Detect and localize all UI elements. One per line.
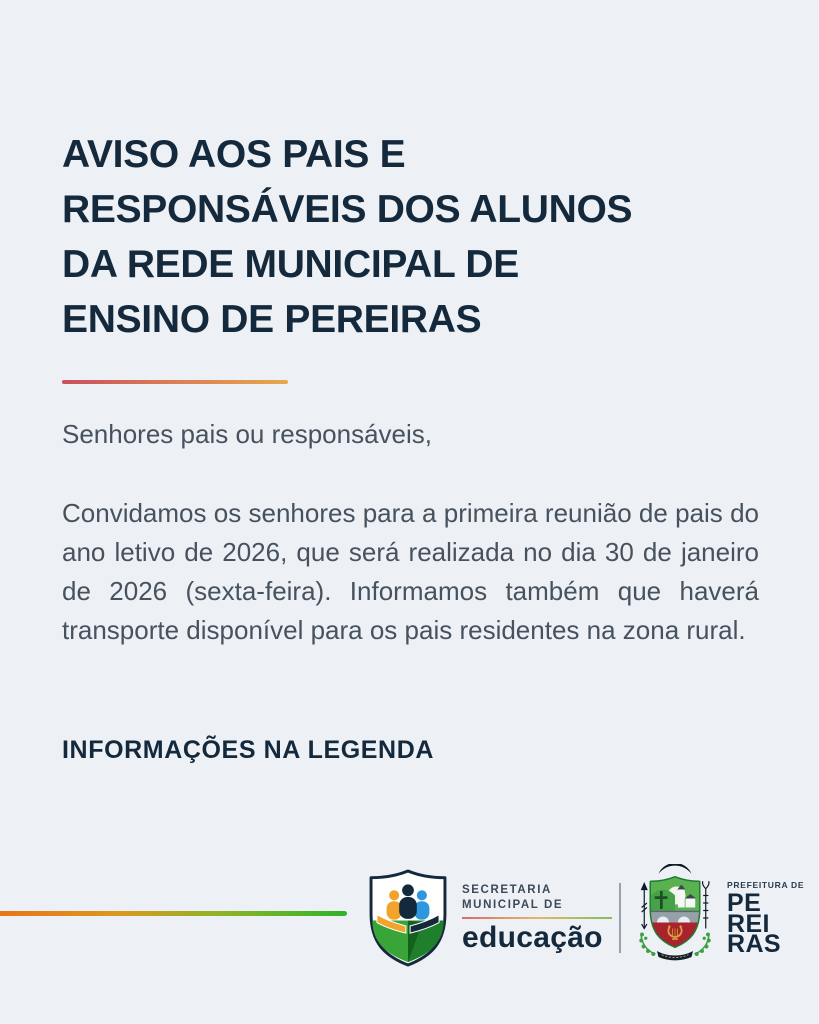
footer-divider	[619, 883, 621, 953]
body-paragraph: Convidamos os senhores para a primeira reunião de pais do ano letivo de 2026, que será realizada no dia 30 de janeiro de 2026 (sexta-feira). Informamos também que haverá transporte disponível para os pais residentes na zona rural.	[62, 498, 759, 645]
title-underline	[62, 380, 288, 384]
education-wordmark: educação	[462, 920, 603, 954]
prefeitura-name-line: RAS	[727, 930, 781, 958]
cta-text: INFORMAÇÕES NA LEGENDA	[62, 736, 435, 764]
title-line: DA REDE MUNICIPAL DE	[62, 243, 519, 286]
prefeitura-logo	[630, 864, 804, 969]
page-title	[62, 127, 752, 347]
title-line: ENSINO DE PEREIRAS	[62, 298, 482, 341]
title-line: AVISO AOS PAIS E	[62, 133, 406, 176]
education-logo	[366, 868, 612, 968]
education-gradient-rule	[462, 917, 612, 919]
prefeitura-name-line: REI	[727, 909, 770, 938]
education-shield-icon	[366, 868, 450, 968]
prefeitura-label: PREFEITURA DE	[727, 880, 805, 890]
title-line: RESPONSÁVEIS DOS ALUNOS	[62, 188, 633, 231]
prefeitura-logo-text	[727, 864, 804, 969]
footer-gradient-rule	[0, 911, 347, 916]
prefeitura-name-line: PE	[727, 889, 762, 917]
education-dept-line1: SECRETARIA	[462, 883, 552, 896]
pereiras-crest-icon	[630, 864, 720, 969]
education-dept-line2: MUNICIPAL DE	[462, 898, 564, 911]
education-logo-text	[462, 883, 612, 954]
salutation-text: Senhores pais ou responsáveis,	[62, 419, 433, 449]
